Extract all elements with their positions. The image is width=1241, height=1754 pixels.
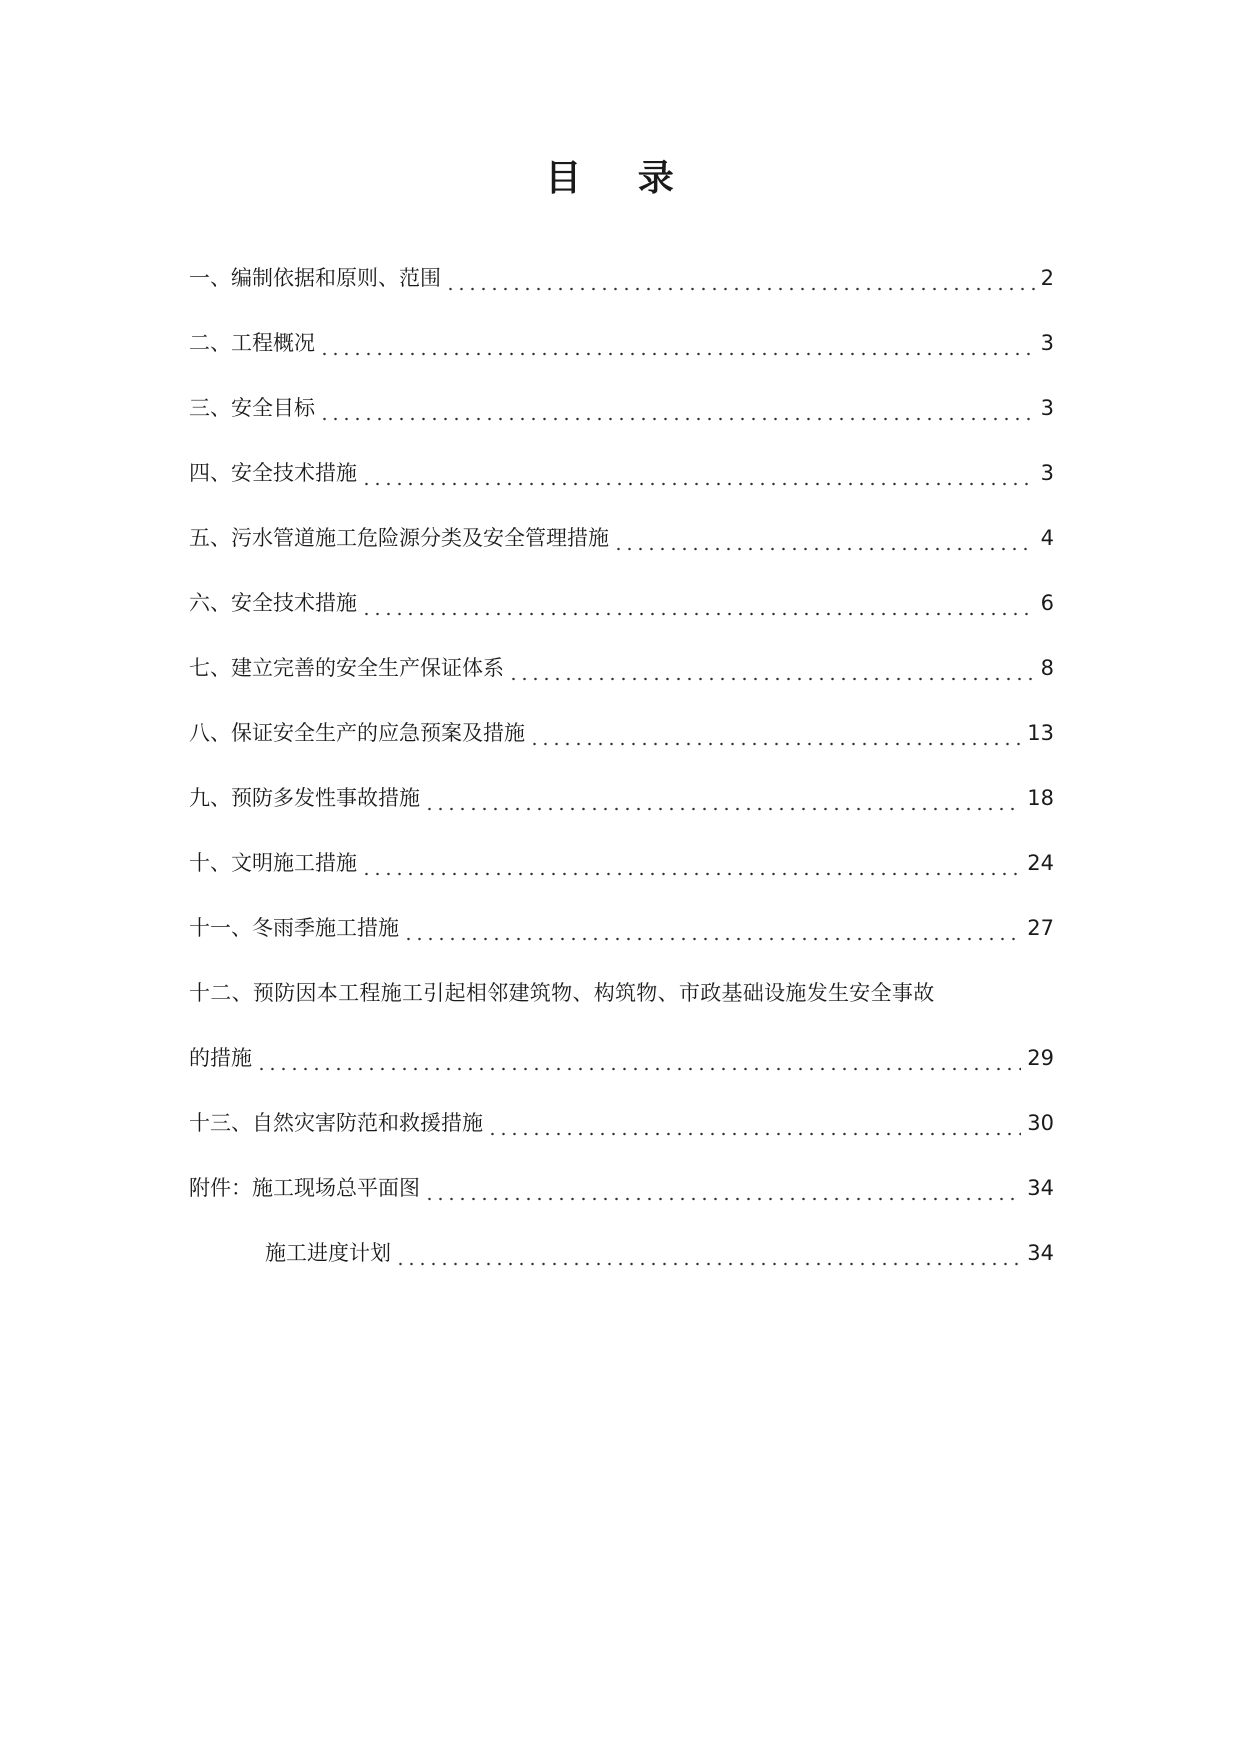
- toc-entry-label: 七、建立完善的安全生产保证体系: [189, 656, 504, 680]
- toc-entry-label: 附件：施工现场总平面图: [189, 1176, 420, 1200]
- toc-entry[interactable]: [189, 258, 1054, 298]
- toc-entry[interactable]: [189, 713, 1054, 753]
- toc-entry[interactable]: [189, 843, 1054, 883]
- toc-entry[interactable]: [189, 453, 1054, 493]
- dot-leader: [319, 388, 1035, 428]
- toc-page-number: 2: [1040, 266, 1054, 290]
- toc-entry-label: 九、预防多发性事故措施: [189, 786, 420, 810]
- dot-leader: [487, 1103, 1021, 1143]
- toc-page-number: 34: [1027, 1241, 1054, 1265]
- toc-page-number: 34: [1027, 1176, 1054, 1200]
- toc-entry-label: 五、污水管道施工危险源分类及安全管理措施: [189, 526, 609, 550]
- toc-page-number: 13: [1027, 721, 1054, 745]
- dot-leader: [403, 908, 1021, 948]
- toc-page-number: 18: [1027, 786, 1054, 810]
- toc-entry-label: 四、安全技术措施: [189, 461, 357, 485]
- toc-entry-label: 一、编制依据和原则、范围: [189, 266, 441, 290]
- toc-page-number: 3: [1040, 331, 1054, 355]
- toc-page-number: 6: [1040, 591, 1054, 615]
- toc-entry[interactable]: [189, 583, 1054, 623]
- toc-entry-multiline-start[interactable]: [189, 973, 1054, 1013]
- toc-entry[interactable]: [189, 778, 1054, 818]
- dot-leader: [445, 258, 1035, 298]
- toc-entry[interactable]: [189, 1103, 1054, 1143]
- toc-entry-multiline-end[interactable]: [189, 1038, 1054, 1078]
- toc-page-number: 27: [1027, 916, 1054, 940]
- dot-leader: [361, 583, 1035, 623]
- toc-entry[interactable]: [189, 388, 1054, 428]
- toc-page-number: 30: [1027, 1111, 1054, 1135]
- dot-leader: [424, 1168, 1021, 1208]
- toc-entry-label: 十一、冬雨季施工措施: [189, 916, 399, 940]
- toc-entry[interactable]: [189, 323, 1054, 363]
- dot-leader: [361, 843, 1021, 883]
- toc-entry-sub[interactable]: [189, 1233, 1054, 1273]
- table-of-contents: [189, 258, 1054, 1298]
- dot-leader: [319, 323, 1035, 363]
- toc-page-number: 8: [1040, 656, 1054, 680]
- toc-entry-label: 十、文明施工措施: [189, 851, 357, 875]
- toc-page-number: 29: [1027, 1046, 1054, 1070]
- toc-page-number: 3: [1040, 461, 1054, 485]
- dot-leader: [256, 1038, 1021, 1078]
- toc-entry-label: 二、工程概况: [189, 331, 315, 355]
- dot-leader: [424, 778, 1021, 818]
- toc-entry-label: 三、安全目标: [189, 396, 315, 420]
- dot-leader: [508, 648, 1035, 688]
- toc-entry[interactable]: [189, 1168, 1054, 1208]
- toc-page-number: 4: [1040, 526, 1054, 550]
- toc-page-number: 3: [1040, 396, 1054, 420]
- dot-leader: [613, 518, 1035, 558]
- dot-leader: [361, 453, 1035, 493]
- toc-entry-label: 十三、自然灾害防范和救援措施: [189, 1111, 483, 1135]
- toc-title: 目 录: [545, 157, 696, 199]
- toc-entry-label: 六、安全技术措施: [189, 591, 357, 615]
- dot-leader: [529, 713, 1021, 753]
- dot-leader: [395, 1233, 1021, 1273]
- toc-entry-label: 的措施: [189, 1046, 252, 1070]
- toc-page-number: 24: [1027, 851, 1054, 875]
- toc-entry[interactable]: [189, 908, 1054, 948]
- toc-entry[interactable]: [189, 648, 1054, 688]
- toc-entry[interactable]: [189, 518, 1054, 558]
- toc-entry-label: 八、保证安全生产的应急预案及措施: [189, 721, 525, 745]
- toc-entry-label: 十二、预防因本工程施工引起相邻建筑物、构筑物、市政基础设施发生安全事故: [189, 981, 935, 1005]
- toc-entry-label: 施工进度计划: [265, 1241, 391, 1265]
